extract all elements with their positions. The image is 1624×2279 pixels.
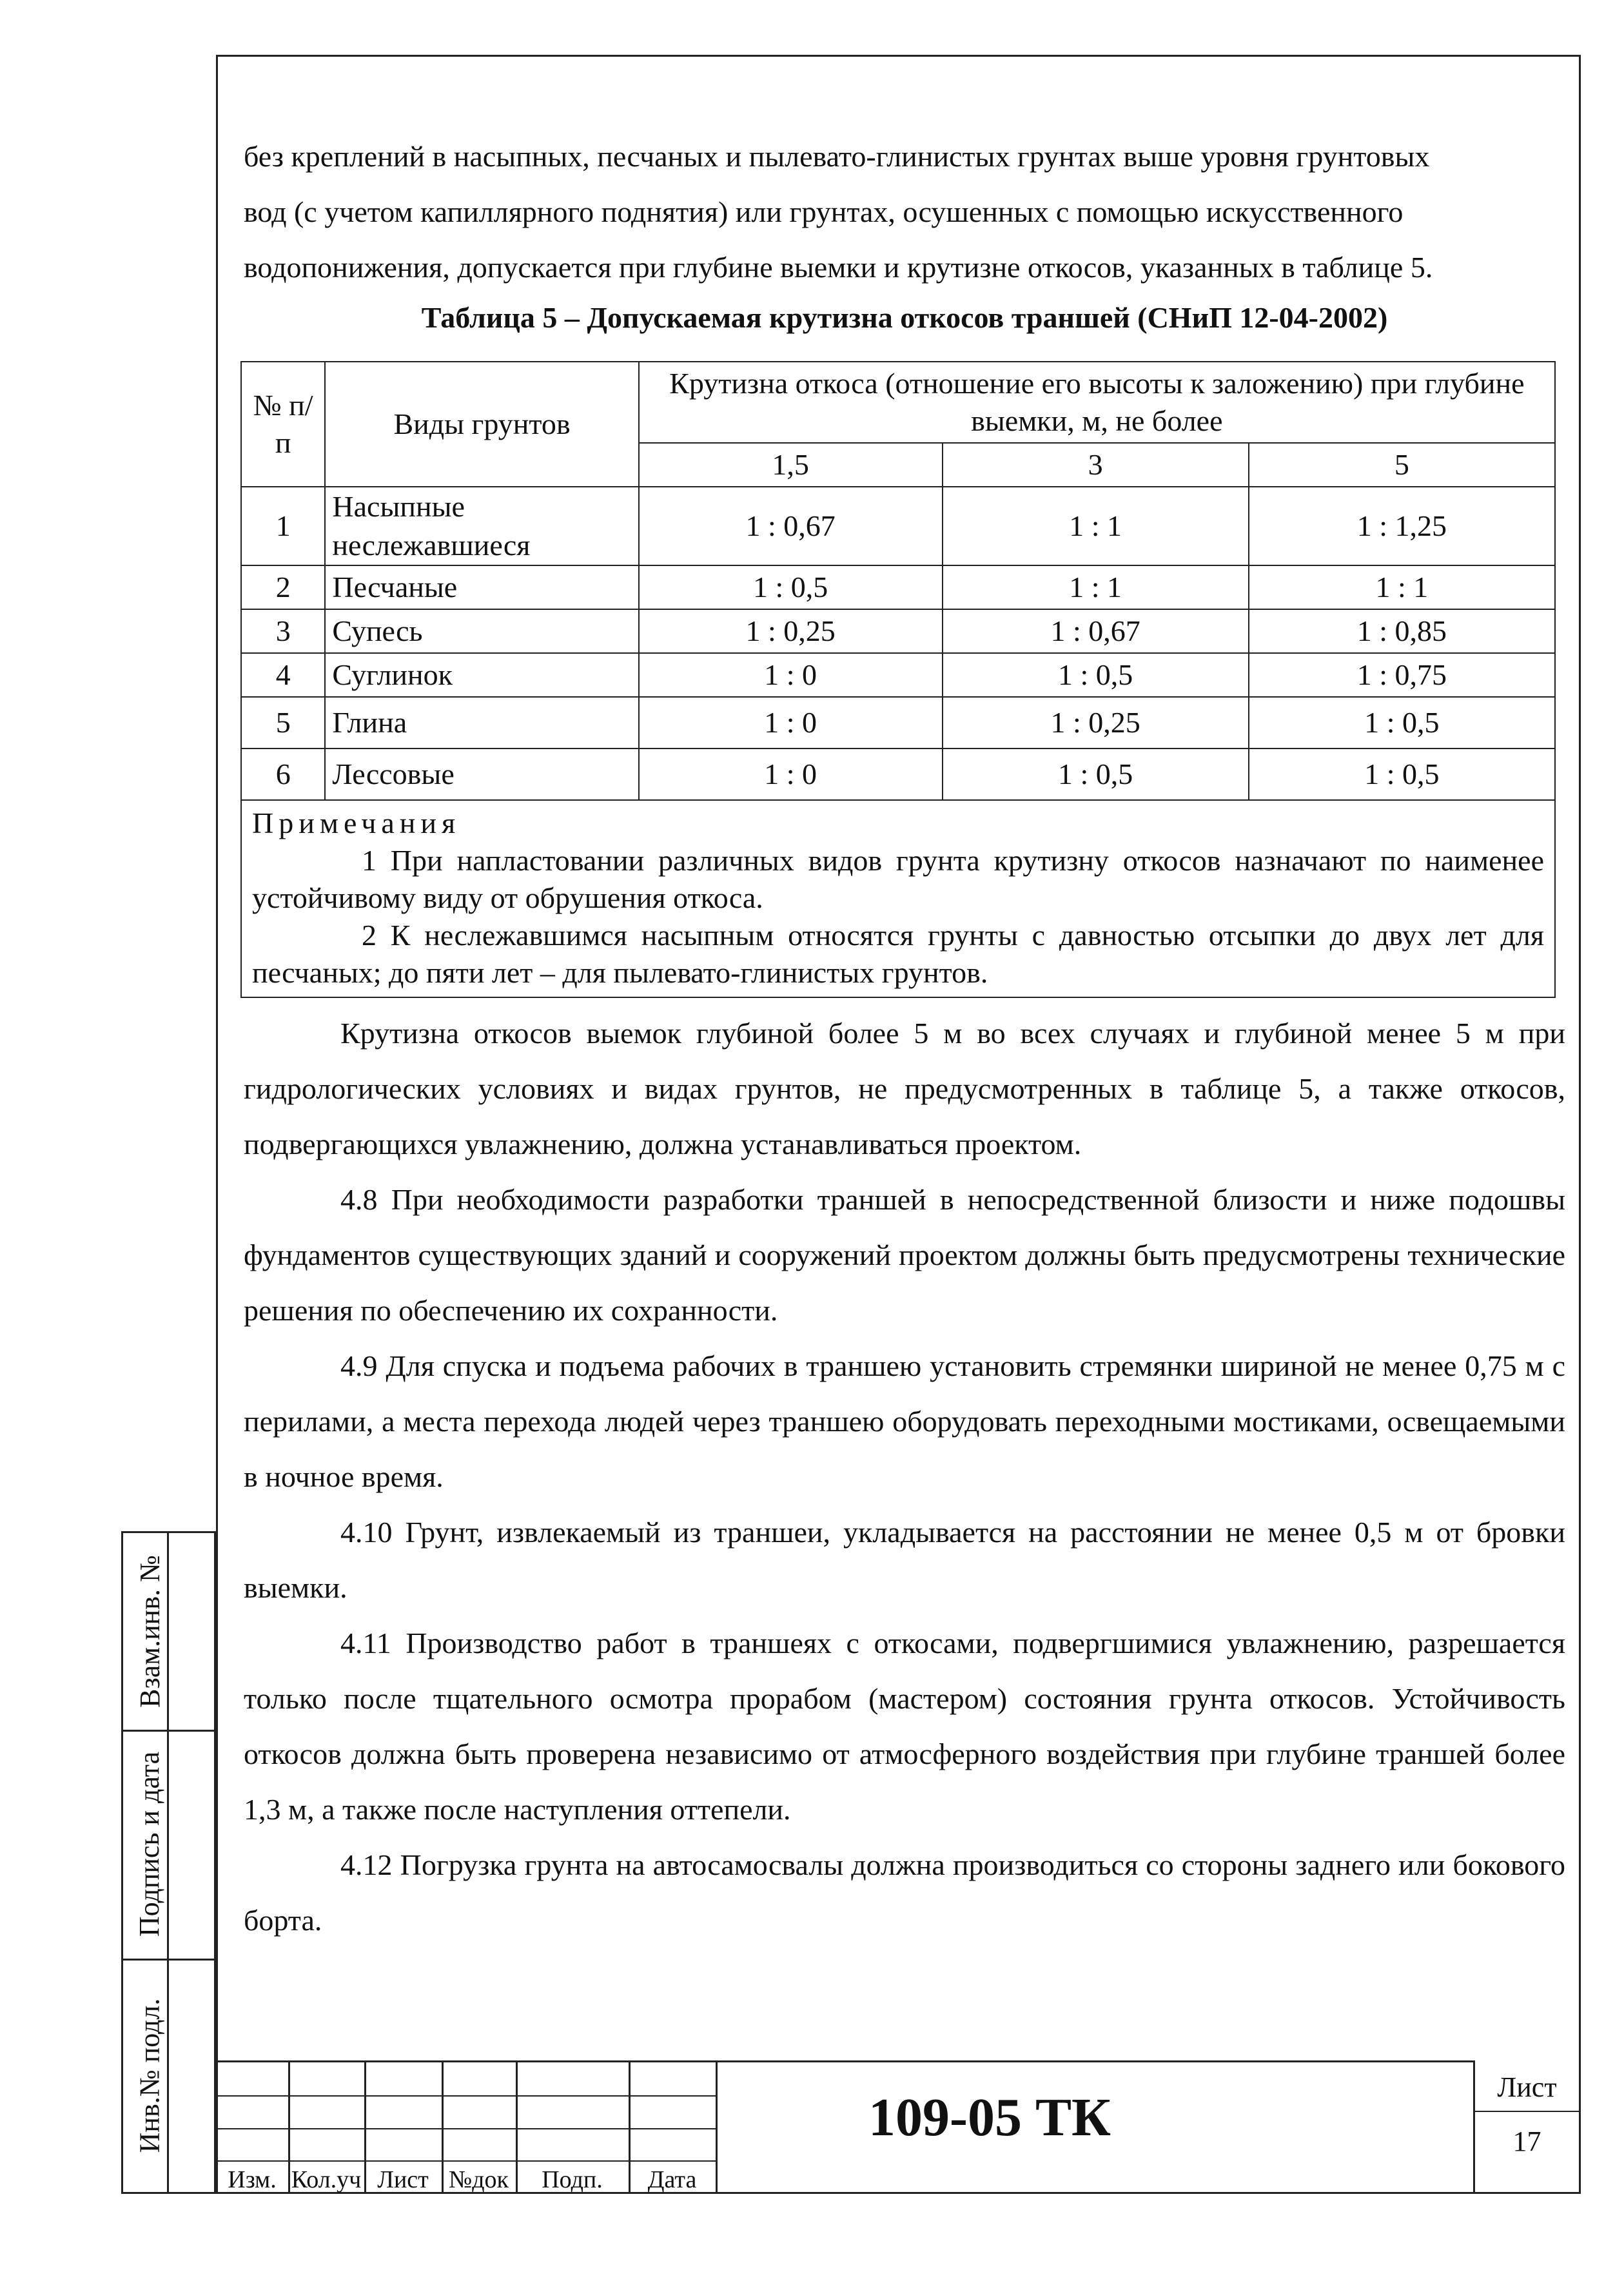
notes-heading: Примечания <box>252 807 461 839</box>
note-1: 1 При напластовании различных видов грунта крутизну откосов назначают по наименее устойчивому виду от обрушения откоса. <box>252 844 1544 914</box>
title-block-divider <box>716 2060 718 2194</box>
stamp-signature-label: Подпись и дата <box>133 1751 166 1937</box>
note-2: 2 К неслежавшимся насыпным относятся грунты с давностью отсыпки до двух лет для песчаных; до пяти лет – для пылевато-глинистых грунтов. <box>252 919 1544 989</box>
row-num: 3 <box>241 609 325 653</box>
header-depth-2: 3 <box>943 443 1249 487</box>
row-value: 1 : 0,5 <box>943 748 1249 800</box>
paragraph-4-9: 4.9 Для спуска и подъема рабочих в траншею установить стремянки шириной не менее 0,75 м с перилами, а места перехода людей через траншею оборудовать переходными мостиками, освещаемыми в ночное время. <box>244 1349 1565 1493</box>
paragraph-slopes: Крутизна откосов выемок глубиной более 5 м во всех случаях и глубиной менее 5 м при гидрологических условиях и видах грунтов, не предусмотренных в таблице 5, а также откосов, подвергающихся увлажнению, должна устанавливаться проектом. <box>244 1017 1565 1160</box>
header-slope: Крутизна откоса (отношение его высоты к заложению) при глубине выемки, м, не более <box>639 362 1555 443</box>
row-soil: Супесь <box>325 609 638 653</box>
row-value: 1 : 0,5 <box>1249 748 1555 800</box>
row-num: 5 <box>241 697 325 748</box>
row-soil: Песчаные <box>325 565 638 609</box>
sheet-number: 17 <box>1512 2126 1541 2157</box>
row-num: 4 <box>241 653 325 697</box>
intro-line-2: вод (с учетом капиллярного поднятия) или грунтах, осушенных с помощью искусственного <box>244 195 1404 228</box>
row-value: 1 : 0 <box>639 697 943 748</box>
title-block-divider <box>1473 2111 1581 2112</box>
stamp-vzam-label: Взам.инв. № <box>133 1555 166 1708</box>
col-list: Лист <box>377 2166 429 2193</box>
row-soil: Глина <box>325 697 638 748</box>
row-value: 1 : 0,85 <box>1249 609 1555 653</box>
title-block-divider <box>216 2128 716 2129</box>
intro-text <box>244 129 1565 354</box>
paragraph-4-12: 4.12 Погрузка грунта на автосамосвалы должна производиться со стороны заднего или бокового борта. <box>244 1848 1565 1937</box>
paragraph-4-8: 4.8 При необходимости разработки траншей в непосредственной близости и ниже подошвы фундаментов существующих зданий и сооружений проектом должны быть предусмотрены технические решения по обеспечению их сохранности. <box>244 1183 1565 1327</box>
row-value: 1 : 0,5 <box>943 653 1249 697</box>
stamp-inv-label: Инв.№ подл. <box>133 1998 166 2153</box>
side-stamp <box>121 1531 216 2194</box>
paragraph-4-11: 4.11 Производство работ в траншеях с откосами, подвергшимися увлажнению, разрешается только после тщательного осмотра прорабом (мастером) состояния грунта откосов. Устойчивость откосов должна быть проверена независимо от атмосферного воздействия при глубине траншей более 1,3 м, а также после наступления оттепели. <box>244 1627 1565 1826</box>
table-row <box>241 565 1555 609</box>
table-title: Таблица 5 – Допускаемая крутизна откосов траншей (СНиП 12-04-2002) <box>421 301 1388 334</box>
row-value: 1 : 0 <box>639 748 943 800</box>
sheet-label: Лист <box>1497 2071 1557 2103</box>
table-row <box>241 748 1555 800</box>
row-soil: Лессовые <box>325 748 638 800</box>
title-block <box>216 2060 1581 2194</box>
header-depth-1: 1,5 <box>639 443 943 487</box>
row-value: 1 : 0,67 <box>639 487 943 565</box>
row-value: 1 : 1 <box>943 565 1249 609</box>
col-ndok: №док <box>448 2166 509 2193</box>
document-code: 109-05 ТК <box>868 2088 1111 2147</box>
title-block-divider <box>216 2095 716 2097</box>
row-value: 1 : 0,67 <box>943 609 1249 653</box>
row-value: 1 : 0,5 <box>1249 697 1555 748</box>
intro-line-3: водопонижения, допускается при глубине выемки и крутизне откосов, указанных в таблице 5. <box>244 251 1433 284</box>
row-num: 6 <box>241 748 325 800</box>
row-value: 1 : 0,25 <box>639 609 943 653</box>
header-soil: Виды грунтов <box>325 362 638 487</box>
table-row <box>241 487 1555 565</box>
intro-line-1: без креплений в насыпных, песчаных и пылевато-глинистых грунтах выше уровня грунтовых <box>244 140 1430 173</box>
col-podp: Подп. <box>542 2166 603 2193</box>
paragraph-4-10: 4.10 Грунт, извлекаемый из траншеи, укладывается на расстоянии не менее 0,5 м от бровки выемки. <box>244 1516 1565 1604</box>
row-value: 1 : 0,25 <box>943 697 1249 748</box>
title-block-divider <box>216 2060 1473 2062</box>
table-notes <box>241 800 1555 997</box>
row-soil: Насыпные неслежавшиеся <box>325 487 638 565</box>
header-depth-3: 5 <box>1249 443 1555 487</box>
row-value: 1 : 1,25 <box>1249 487 1555 565</box>
table-row <box>241 653 1555 697</box>
col-izm: Изм. <box>228 2166 277 2193</box>
table-row <box>241 609 1555 653</box>
row-value: 1 : 0 <box>639 653 943 697</box>
row-num: 2 <box>241 565 325 609</box>
row-value: 1 : 0,75 <box>1249 653 1555 697</box>
row-num: 1 <box>241 487 325 565</box>
body-text <box>244 1006 1565 1948</box>
row-value: 1 : 1 <box>943 487 1249 565</box>
slopes-table <box>240 361 1556 998</box>
table-row <box>241 697 1555 748</box>
col-kol-uch: Кол.уч <box>291 2166 362 2193</box>
header-num: № п/п <box>241 362 325 487</box>
col-data: Дата <box>647 2166 697 2193</box>
row-soil: Суглинок <box>325 653 638 697</box>
row-value: 1 : 0,5 <box>639 565 943 609</box>
row-value: 1 : 1 <box>1249 565 1555 609</box>
